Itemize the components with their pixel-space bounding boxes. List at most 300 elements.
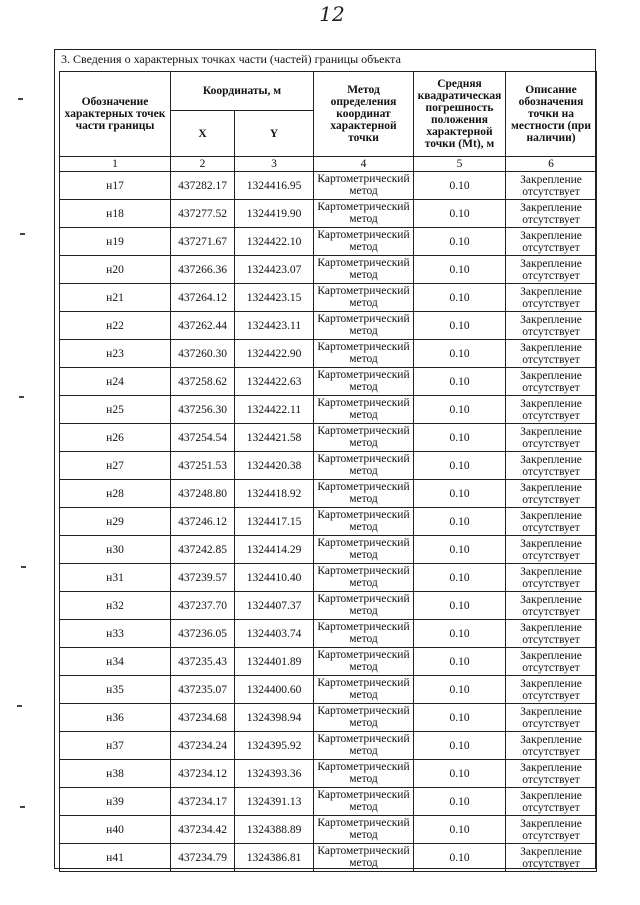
method-text: Картометрический [317,537,410,549]
margin-mark [18,98,23,100]
table-row [60,648,597,676]
point-cell: н30 [60,536,171,564]
y-coordinate-cell: 1324422.11 [235,396,314,424]
error-cell: 0.10 [414,368,506,396]
description-text: Закрепление [520,481,582,494]
y-coordinate-cell: 1324398.94 [235,704,314,732]
description-text: отсутствует [522,213,580,226]
description-cell [506,564,597,592]
description-text: отсутствует [522,297,580,310]
description-text: Закрепление [520,369,582,382]
error-cell: 0.10 [414,200,506,228]
description-text: отсутствует [522,633,580,646]
description-cell [506,816,597,844]
error-cell: 0.10 [414,340,506,368]
point-cell: н40 [60,816,171,844]
description-text: Закрепление [520,621,582,634]
description-text: Закрепление [520,509,582,522]
method-text: Картометрический [317,593,410,605]
method-text: Картометрический [317,201,410,213]
x-coordinate-cell: 437234.68 [171,704,235,732]
method-text: метод [349,829,378,841]
point-cell: н39 [60,788,171,816]
method-text: метод [349,605,378,617]
description-cell [506,172,597,200]
error-cell: 0.10 [414,228,506,256]
x-coordinate-cell: 437251.53 [171,452,235,480]
description-text: отсутствует [522,773,580,786]
y-coordinate-cell: 1324421.58 [235,424,314,452]
method-cell [314,816,414,844]
table-row [60,536,597,564]
method-cell [314,564,414,592]
error-cell: 0.10 [414,508,506,536]
y-coordinate-cell: 1324395.92 [235,732,314,760]
description-text: отсутствует [522,241,580,254]
x-coordinate-cell: 437264.12 [171,284,235,312]
table-row [60,844,597,872]
point-cell: н29 [60,508,171,536]
x-coordinate-cell: 437271.67 [171,228,235,256]
x-coordinate-cell: 437234.17 [171,788,235,816]
method-cell [314,340,414,368]
method-cell [314,368,414,396]
description-text: отсутствует [522,801,580,814]
description-text: отсутствует [522,353,580,366]
margin-mark [20,806,25,808]
method-cell [314,760,414,788]
description-cell [506,676,597,704]
method-text: Картометрический [317,173,410,185]
x-coordinate-cell: 437242.85 [171,536,235,564]
method-text: метод [349,353,378,365]
error-cell: 0.10 [414,480,506,508]
column-number-row [60,157,597,172]
x-coordinate-cell: 437236.05 [171,620,235,648]
method-text: метод [349,437,378,449]
description-text: Закрепление [520,397,582,410]
x-coordinate-cell: 437234.79 [171,844,235,872]
table-row [60,564,597,592]
y-coordinate-cell: 1324418.92 [235,480,314,508]
x-coordinate-cell: 437246.12 [171,508,235,536]
description-text: Закрепление [520,201,582,214]
description-text: отсутствует [522,857,580,870]
method-cell [314,620,414,648]
description-cell [506,284,597,312]
y-coordinate-cell: 1324386.81 [235,844,314,872]
description-text: отсутствует [522,577,580,590]
error-cell: 0.10 [414,648,506,676]
description-cell [506,760,597,788]
y-coordinate-cell: 1324410.40 [235,564,314,592]
header-coords: Координаты, м [171,72,314,111]
error-cell: 0.10 [414,424,506,452]
error-cell: 0.10 [414,172,506,200]
description-cell [506,228,597,256]
method-cell [314,536,414,564]
description-text: отсутствует [522,381,580,394]
x-coordinate-cell: 437256.30 [171,396,235,424]
description-text: отсутствует [522,465,580,478]
method-text: Картометрический [317,649,410,661]
point-cell: н35 [60,676,171,704]
point-cell: н33 [60,620,171,648]
point-cell: н34 [60,648,171,676]
y-coordinate-cell: 1324422.90 [235,340,314,368]
x-coordinate-cell: 437260.30 [171,340,235,368]
description-text: Закрепление [520,229,582,242]
description-text: Закрепление [520,425,582,438]
method-cell [314,676,414,704]
method-text: Картометрический [317,313,410,325]
error-cell: 0.10 [414,536,506,564]
table-row [60,676,597,704]
description-cell [506,452,597,480]
error-cell: 0.10 [414,564,506,592]
method-text: Картометрический [317,677,410,689]
header-description: Описание обозначения точки на местности (при наличии) [506,72,597,157]
point-cell: н41 [60,844,171,872]
x-coordinate-cell: 437248.80 [171,480,235,508]
description-text: Закрепление [520,845,582,858]
column-number: 2 [171,157,235,172]
point-cell: н18 [60,200,171,228]
description-cell [506,508,597,536]
header-method: Метод определения координат характерной точки [314,72,414,157]
table-row [60,452,597,480]
y-coordinate-cell: 1324423.15 [235,284,314,312]
description-text: отсутствует [522,521,580,534]
description-text: отсутствует [522,829,580,842]
method-cell [314,592,414,620]
description-text: Закрепление [520,733,582,746]
description-text: отсутствует [522,549,580,562]
method-cell [314,844,414,872]
description-text: отсутствует [522,745,580,758]
method-text: Картометрический [317,453,410,465]
x-coordinate-cell: 437234.12 [171,760,235,788]
y-coordinate-cell: 1324407.37 [235,592,314,620]
header-x: X [171,111,235,157]
error-cell: 0.10 [414,704,506,732]
error-cell: 0.10 [414,788,506,816]
column-number: 5 [414,157,506,172]
description-cell [506,536,597,564]
method-text: метод [349,521,378,533]
point-cell: н36 [60,704,171,732]
description-text: Закрепление [520,537,582,550]
y-coordinate-cell: 1324393.36 [235,760,314,788]
error-cell: 0.10 [414,312,506,340]
method-text: Картометрический [317,481,410,493]
description-cell [506,648,597,676]
x-coordinate-cell: 437262.44 [171,312,235,340]
method-text: метод [349,745,378,757]
description-cell [506,788,597,816]
point-cell: н26 [60,424,171,452]
description-text: отсутствует [522,493,580,506]
method-text: Картометрический [317,257,410,269]
description-text: отсутствует [522,437,580,450]
method-text: Картометрический [317,341,410,353]
method-text: метод [349,633,378,645]
error-cell: 0.10 [414,284,506,312]
method-text: Картометрический [317,285,410,297]
x-coordinate-cell: 437239.57 [171,564,235,592]
point-cell: н24 [60,368,171,396]
method-cell [314,200,414,228]
x-coordinate-cell: 437234.42 [171,816,235,844]
x-coordinate-cell: 437258.62 [171,368,235,396]
y-coordinate-cell: 1324422.10 [235,228,314,256]
y-coordinate-cell: 1324400.60 [235,676,314,704]
column-number: 3 [235,157,314,172]
point-cell: н31 [60,564,171,592]
point-cell: н22 [60,312,171,340]
table-row [60,816,597,844]
description-text: Закрепление [520,789,582,802]
error-cell: 0.10 [414,620,506,648]
method-text: Картометрический [317,565,410,577]
description-cell [506,704,597,732]
point-cell: н38 [60,760,171,788]
table-row [60,760,597,788]
method-text: метод [349,549,378,561]
method-text: метод [349,409,378,421]
table-row [60,732,597,760]
method-text: Картометрический [317,817,410,829]
margin-mark [17,705,22,707]
table-header-row [60,72,597,111]
description-text: отсутствует [522,325,580,338]
header-point: Обозначение характерных точек части границы [60,72,171,157]
point-cell: н20 [60,256,171,284]
method-cell [314,172,414,200]
description-text: Закрепление [520,761,582,774]
x-coordinate-cell: 437237.70 [171,592,235,620]
table-row [60,284,597,312]
column-number: 4 [314,157,414,172]
point-cell: н21 [60,284,171,312]
description-cell [506,844,597,872]
y-coordinate-cell: 1324416.95 [235,172,314,200]
y-coordinate-cell: 1324401.89 [235,648,314,676]
method-text: Картометрический [317,733,410,745]
method-text: метод [349,493,378,505]
table-row [60,312,597,340]
description-text: отсутствует [522,409,580,422]
description-cell [506,340,597,368]
y-coordinate-cell: 1324414.29 [235,536,314,564]
x-coordinate-cell: 437266.36 [171,256,235,284]
table-row [60,368,597,396]
point-cell: н23 [60,340,171,368]
method-cell [314,256,414,284]
method-cell [314,788,414,816]
method-cell [314,284,414,312]
point-cell: н19 [60,228,171,256]
method-text: метод [349,213,378,225]
table-row [60,508,597,536]
description-text: Закрепление [520,341,582,354]
margin-mark [20,233,25,235]
description-cell [506,424,597,452]
method-text: Картометрический [317,789,410,801]
method-text: метод [349,577,378,589]
error-cell: 0.10 [414,256,506,284]
column-number: 1 [60,157,171,172]
header-error: Средняя квадратическая погрешность положения характерной точки (Mt), м [414,72,506,157]
description-cell [506,312,597,340]
y-coordinate-cell: 1324403.74 [235,620,314,648]
error-cell: 0.10 [414,592,506,620]
description-text: Закрепление [520,173,582,186]
method-cell [314,648,414,676]
method-text: метод [349,689,378,701]
point-cell: н28 [60,480,171,508]
method-text: метод [349,661,378,673]
table-row [60,396,597,424]
y-coordinate-cell: 1324423.11 [235,312,314,340]
method-text: метод [349,325,378,337]
description-text: Закрепление [520,649,582,662]
description-text: Закрепление [520,313,582,326]
description-cell [506,200,597,228]
description-text: Закрепление [520,285,582,298]
method-text: метод [349,269,378,281]
method-text: Картометрический [317,621,410,633]
description-cell [506,480,597,508]
method-cell [314,424,414,452]
x-coordinate-cell: 437282.17 [171,172,235,200]
method-text: метод [349,241,378,253]
y-coordinate-cell: 1324420.38 [235,452,314,480]
table-row [60,228,597,256]
header-y: Y [235,111,314,157]
method-text: Картометрический [317,509,410,521]
x-coordinate-cell: 437277.52 [171,200,235,228]
description-text: отсутствует [522,185,580,198]
method-text: Картометрический [317,229,410,241]
y-coordinate-cell: 1324417.15 [235,508,314,536]
section-title: 3. Сведения о характерных точках части (частей) границы объекта [61,52,401,66]
method-text: метод [349,857,378,869]
method-text: метод [349,297,378,309]
method-text: Картометрический [317,397,410,409]
table-row [60,620,597,648]
error-cell: 0.10 [414,844,506,872]
method-text: метод [349,185,378,197]
method-cell [314,452,414,480]
error-cell: 0.10 [414,452,506,480]
x-coordinate-cell: 437254.54 [171,424,235,452]
point-cell: н27 [60,452,171,480]
error-cell: 0.10 [414,396,506,424]
description-text: Закрепление [520,593,582,606]
description-text: отсутствует [522,717,580,730]
table-row [60,172,597,200]
description-text: Закрепление [520,453,582,466]
page-number: 12 [319,2,345,26]
method-text: метод [349,773,378,785]
table-row [60,788,597,816]
description-text: Закрепление [520,565,582,578]
description-cell [506,368,597,396]
error-cell: 0.10 [414,676,506,704]
table-row [60,424,597,452]
table-row [60,340,597,368]
point-cell: н32 [60,592,171,620]
method-cell [314,228,414,256]
point-cell: н17 [60,172,171,200]
description-text: Закрепление [520,677,582,690]
x-coordinate-cell: 437235.07 [171,676,235,704]
point-cell: н37 [60,732,171,760]
table-row [60,480,597,508]
description-text: отсутствует [522,661,580,674]
column-number: 6 [506,157,597,172]
margin-mark [19,396,24,398]
description-cell [506,592,597,620]
method-cell [314,480,414,508]
y-coordinate-cell: 1324419.90 [235,200,314,228]
table-row [60,592,597,620]
error-cell: 0.10 [414,760,506,788]
method-text: Картометрический [317,369,410,381]
description-text: отсутствует [522,269,580,282]
method-cell [314,704,414,732]
table-row [60,704,597,732]
method-text: метод [349,801,378,813]
error-cell: 0.10 [414,732,506,760]
y-coordinate-cell: 1324423.07 [235,256,314,284]
boundary-points-table [59,71,597,872]
description-cell [506,256,597,284]
description-text: отсутствует [522,605,580,618]
table-row [60,256,597,284]
method-cell [314,508,414,536]
table-row [60,200,597,228]
method-text: Картометрический [317,705,410,717]
method-text: метод [349,465,378,477]
method-text: Картометрический [317,761,410,773]
y-coordinate-cell: 1324391.13 [235,788,314,816]
point-cell: н25 [60,396,171,424]
description-cell [506,396,597,424]
description-text: отсутствует [522,689,580,702]
method-text: метод [349,381,378,393]
method-text: метод [349,717,378,729]
description-cell [506,732,597,760]
description-text: Закрепление [520,257,582,270]
method-cell [314,732,414,760]
method-cell [314,396,414,424]
description-text: Закрепление [520,705,582,718]
method-text: Картометрический [317,425,410,437]
y-coordinate-cell: 1324388.89 [235,816,314,844]
method-cell [314,312,414,340]
method-text: Картометрический [317,845,410,857]
y-coordinate-cell: 1324422.63 [235,368,314,396]
table-body [60,172,597,872]
x-coordinate-cell: 437235.43 [171,648,235,676]
description-text: Закрепление [520,817,582,830]
error-cell: 0.10 [414,816,506,844]
margin-mark [21,566,26,568]
description-cell [506,620,597,648]
x-coordinate-cell: 437234.24 [171,732,235,760]
